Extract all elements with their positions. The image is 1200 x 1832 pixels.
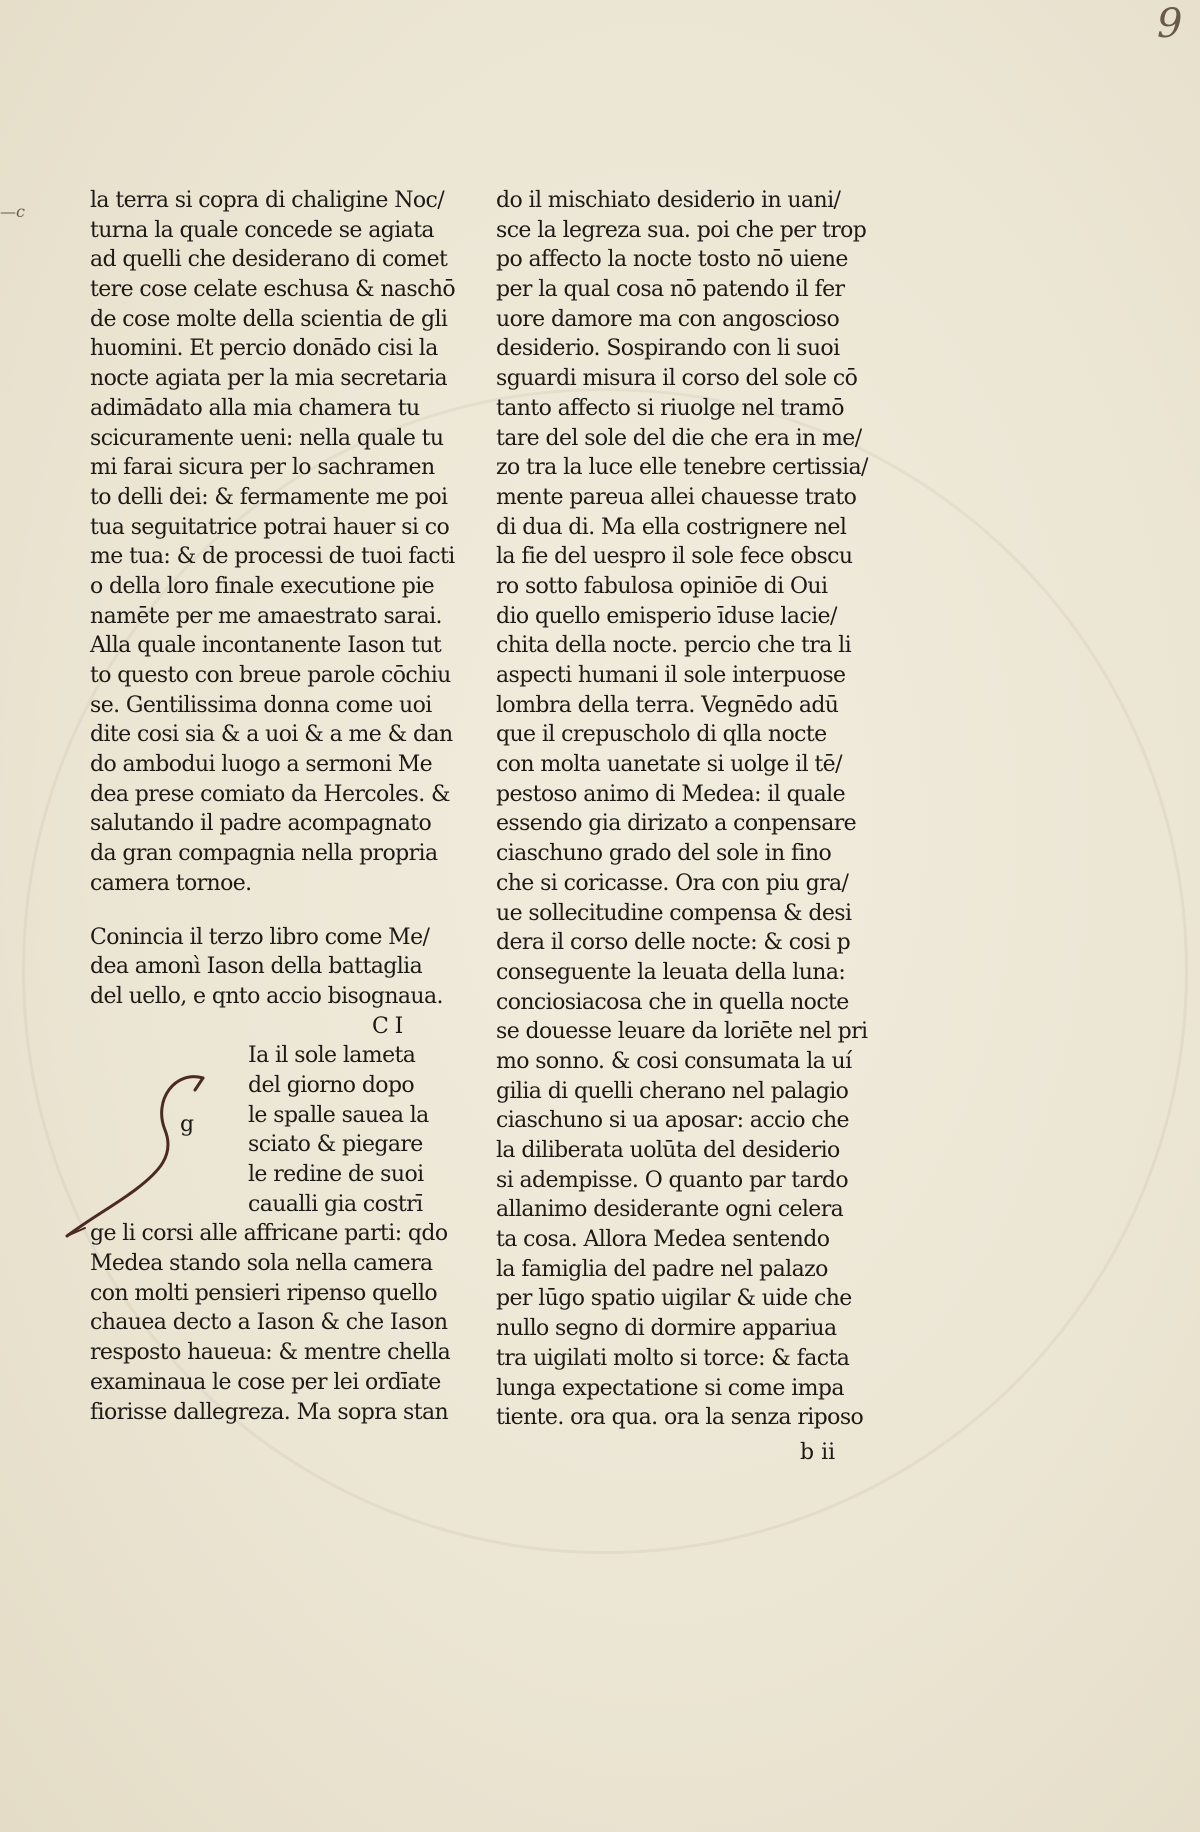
text-line: lombra della terra. Vegnēdo adū <box>496 692 839 718</box>
text-line: ue sollecitudine compensa & desi <box>496 900 852 926</box>
text-line: salutando il padre acompagnato <box>90 811 432 837</box>
text-line: o della loro finale executione pie <box>90 573 435 599</box>
text-line: ro sotto fabulosa opiniōe di Oui <box>496 573 828 599</box>
text-line: allanimo desiderante ogni celera <box>496 1197 844 1223</box>
text-line: tanto affecto si riuolge nel tramō <box>496 395 844 421</box>
text-line: tra uigilati molto si torce: & facta <box>496 1345 850 1371</box>
text-line: sguardi misura il corso del sole cō <box>496 366 858 392</box>
text-line: ciaschuno grado del sole in fino <box>496 841 832 867</box>
text-line: namēte per me amaestrato sarai. <box>90 603 442 629</box>
right-text-block <box>496 186 886 1433</box>
text-line: tiente. ora qua. ora la senza riposo <box>496 1405 864 1431</box>
text-line: chita della nocte. percio che tra li <box>496 633 851 659</box>
text-line: Medea stando sola nella camera <box>90 1251 433 1277</box>
text-line: do ambodui luogo a sermoni Me <box>90 752 433 778</box>
text-line: dera il corso delle nocte: & cosi p <box>496 930 851 956</box>
text-line: resposto haueua: & mentre chella <box>90 1340 451 1366</box>
text-line: per lūgo spatio uigilar & uide che <box>496 1286 852 1312</box>
text-line: la diliberata uolūta del desiderio <box>496 1138 840 1163</box>
text-line: si adempisse. O quanto par tardo <box>496 1167 849 1193</box>
text-line: uore damore ma con angoscioso <box>496 306 840 332</box>
text-line: del giorno dopo <box>248 1072 415 1098</box>
text-line: sciato & piegare <box>248 1132 423 1158</box>
text-line: po affecto la nocte tosto nō uiene <box>496 247 848 273</box>
text-line: desiderio. Sospirando con li suoi <box>496 336 840 362</box>
text-line: fiorisse dallegreza. Ma sopra stan <box>90 1399 449 1425</box>
text-line: essendo gia dirizato a conpensare <box>496 811 857 837</box>
text-line: del uello, e qnto accio bisognaua. <box>90 983 443 1009</box>
chapter-number: C I <box>372 1013 403 1039</box>
left-text-continuation <box>90 1219 470 1427</box>
text-line: di dua di. Ma ella costrignere nel <box>496 514 847 540</box>
text-line: con molta uanetate si uolge il tē/ <box>496 752 842 778</box>
text-line: tare del sole del die che era in me/ <box>496 425 862 451</box>
text-line: to delli dei: & fermamente me poi <box>90 484 448 510</box>
left-column <box>90 186 470 1427</box>
text-line: mi farai sicura per lo sachramen <box>90 455 435 481</box>
margin-annotation: —c <box>0 202 25 221</box>
text-line: zo tra la luce elle tenebre certissia/ <box>496 455 868 481</box>
text-line: la famiglia del padre nel palazo <box>496 1256 828 1282</box>
text-line: conciosiacosa che in quella nocte <box>496 989 849 1015</box>
text-line: mo sonno. & cosi consumata la uí <box>496 1048 852 1074</box>
signature-mark: b ii <box>800 1440 836 1465</box>
text-line: pestoso animo di Medea: il quale <box>496 781 845 807</box>
text-line: me tua: & de processi de tuoi facti <box>90 544 455 570</box>
text-line: Conincia il terzo libro come Me/ <box>90 924 430 950</box>
text-line: examinaua le cose per lei ordīate <box>90 1369 441 1395</box>
text-line: de cose molte della scientia de gli <box>90 306 448 332</box>
text-line: adimādato alla mia chamera tu <box>90 395 420 421</box>
text-line: tua seguitatrice potrai hauer si co <box>90 514 450 540</box>
text-line: con molti pensieri ripenso quello <box>90 1280 438 1306</box>
text-line: nocte agiata per la mia secretaria <box>90 366 448 392</box>
text-line: scicuramente ueni: nella quale tu <box>90 425 444 451</box>
text-line: do il mischiato desiderio in uani/ <box>496 188 841 213</box>
hand-drawn-initial-g <box>55 1060 225 1240</box>
text-line: caualli gia costrī <box>248 1191 423 1217</box>
text-line: mente pareua allei chauesse trato <box>496 484 857 510</box>
chapter-heading <box>90 923 470 1012</box>
folio-number: 9 <box>1157 1 1183 47</box>
text-line: aspecti humani il sole interpuose <box>496 663 846 688</box>
text-line: chauea decto a Iason & che Iason <box>90 1310 448 1336</box>
text-line: tere cose celate eschusa & naschō <box>90 277 456 303</box>
text-line: la terra si copra di chaligine Noc/ <box>90 188 445 213</box>
left-text-block <box>90 186 470 899</box>
text-line: que il crepuscholo di qlla nocte <box>496 722 827 748</box>
text-line: ge li corsi alle affricane parti: qdo <box>90 1221 448 1247</box>
text-line: nullo segno di dormire appariua <box>496 1316 837 1342</box>
text-line: ad quelli che desiderano di comet <box>90 247 448 273</box>
text-line: dea amonì Iason della battaglia <box>90 954 423 980</box>
text-line: dio quello emisperio īduse lacie/ <box>496 603 837 629</box>
spacer <box>90 899 470 923</box>
text-line: conseguente la leuata della luna: <box>496 959 846 985</box>
text-line: che si coricasse. Ora con piu gra/ <box>496 870 849 896</box>
right-column <box>496 186 886 1433</box>
text-line: camera tornoe. <box>90 870 252 896</box>
text-line: Ia il sole lameta <box>248 1043 416 1069</box>
text-line: la fie del uespro il sole fece obscu <box>496 544 853 570</box>
text-line: ta cosa. Allora Medea sentendo <box>496 1227 830 1253</box>
text-line: lunga expectatione si come impa <box>496 1375 844 1401</box>
initial-guide-letter: g <box>180 1112 195 1137</box>
text-line: per la qual cosa nō patendo il fer <box>496 277 845 303</box>
text-line: le redine de suoi <box>248 1162 424 1187</box>
text-line: turna la quale concede se agiata <box>90 217 434 243</box>
text-line: le spalle sauea la <box>248 1102 429 1128</box>
text-line: dite cosi sia & a uoi & a me & dan <box>90 722 453 748</box>
text-line: se. Gentilissima donna come uoi <box>90 692 432 718</box>
text-line: Alla quale incontanente Iason tut <box>90 633 442 659</box>
text-line: se douesse leuare da loriēte nel pri <box>496 1019 868 1045</box>
text-line: gilia di quelli cherano nel palagio <box>496 1078 849 1104</box>
text-line: dea prese comiato da Hercoles. & <box>90 781 450 807</box>
text-line: huomini. Et percio donādo cisi la <box>90 336 438 362</box>
text-line: da gran compagnia nella propria <box>90 841 438 867</box>
text-line: ciaschuno si ua aposar: accio che <box>496 1108 849 1134</box>
text-line: to questo con breue parole cōchiu <box>90 663 451 688</box>
text-line: sce la legreza sua. poi che per trop <box>496 217 867 243</box>
